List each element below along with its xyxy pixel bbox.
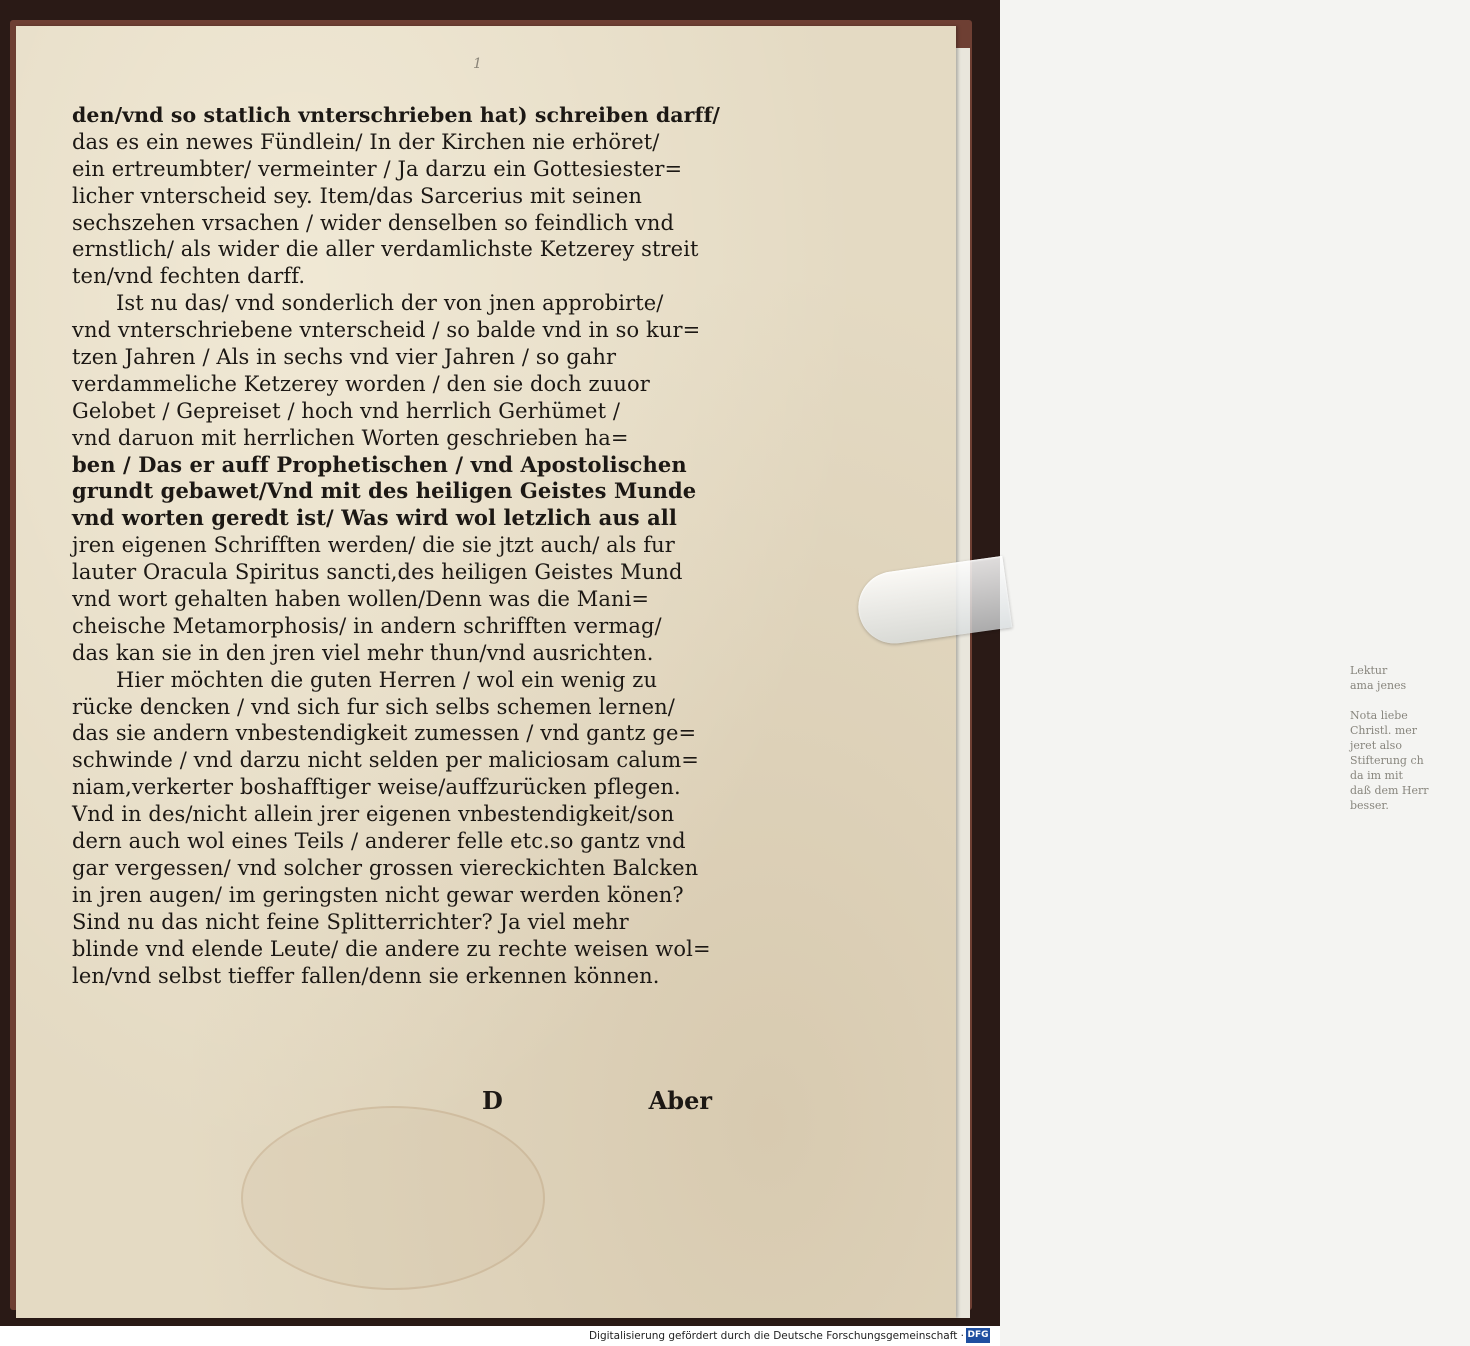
text-line: ein ertreumbter/ vermeinter / Ja darzu ein Gottesiester= (72, 156, 683, 181)
dfg-logo: DFG (966, 1328, 990, 1343)
underleaf-line: besser. (1350, 799, 1389, 812)
text-line: dern auch wol eines Teils / anderer felle etc.so gantz vnd (72, 829, 686, 854)
dfg-credit: Digitalisierung gefördert durch die Deutsche Forschungsgemeinschaft · (588, 1330, 964, 1342)
text-line: gar vergessen/ vnd solcher grossen viereckichten Balcken (72, 855, 699, 880)
text-line: vnd wort gehalten haben wollen/Denn was die Mani= (72, 587, 650, 612)
underleaf-line: Nota liebe (1350, 709, 1408, 722)
text-line: ten/vnd fechten darff. (72, 264, 306, 289)
underleaf-line: ama jenes (1350, 679, 1407, 692)
text-line: das kan sie in den jren viel mehr thun/vnd ausrichten. (72, 640, 654, 665)
text-line: grundt gebawet/Vnd mit des heiligen Geistes Munde (72, 478, 697, 504)
underleaf-line: jeret also (1350, 739, 1402, 752)
text-line: tzen Jahren / Als in sechs vnd vier Jahren / so gahr (72, 345, 617, 370)
text-line: Gelobet / Gepreiset / hoch vnd herrlich Gerhümet / (72, 398, 621, 423)
text-line: verdammeliche Ketzerey worden / den sie doch zuuor (72, 371, 650, 396)
text-line: ernstlich/ als wider die aller verdamlichste Ketzerey streit (72, 237, 699, 262)
book-page (16, 26, 956, 1318)
underleaf-line: daß dem Herr (1350, 784, 1429, 797)
page-footer (72, 1086, 712, 1122)
text-line: das sie andern vnbestendigkeit zumessen / vnd gantz ge= (72, 721, 697, 746)
water-stain (241, 1106, 545, 1290)
text-line: den/vnd so statlich vnterschrieben hat) schreiben darff/ (72, 103, 720, 127)
text-line: das es ein newes Fündlein/ In der Kirchen nie erhöret/ (72, 129, 660, 154)
underleaf-line: Christl. mer (1350, 724, 1418, 737)
text-line: schwinde / vnd darzu nicht selden per maliciosam calum= (72, 748, 699, 773)
text-line: len/vnd selbst tieffer fallen/denn sie erkennen können. (72, 963, 660, 988)
text-line: vnd vnterschriebene vnterscheid / so balde vnd in so kur= (72, 318, 701, 343)
text-line: Ist nu das/ vnd sonderlich der von jnen approbirte/ (116, 291, 664, 316)
text-line: in jren augen/ im geringsten nicht gewar werden könen? (72, 882, 684, 907)
catchword: Aber (648, 1086, 712, 1115)
text-line: rücke dencken / vnd sich fur sich selbs schemen lernen/ (72, 694, 675, 719)
underleaf-line: Stifterung ch (1350, 754, 1424, 767)
underleaf-line: da im mit (1350, 769, 1403, 782)
text-line: blinde vnd elende Leute/ die andere zu rechte weisen wol= (72, 936, 711, 961)
pencil-mark: 1 (473, 56, 482, 72)
text-line: niam,verkerter boshafftiger weise/auffzurücken pflegen. (72, 775, 681, 800)
text-line: sechszehen vrsachen / wider denselben so feindlich vnd (72, 210, 675, 235)
text-line: Sind nu das nicht feine Splitterrichter? Ja viel mehr (72, 909, 629, 934)
text-line: ben / Das er auff Prophetischen / vnd Apostolischen (72, 451, 687, 477)
text-line: Vnd in des/nicht allein jrer eigenen vnbestendigkeit/son (72, 802, 675, 827)
underleaf-line (1350, 693, 1470, 708)
text-line: jren eigenen Schrifften werden/ die sie jtzt auch/ als fur (72, 533, 675, 558)
text-line: lauter Oracula Spiritus sancti,des heiligen Geistes Mund (72, 560, 683, 585)
text-line: vnd worten geredt ist/ Was wird wol letzlich aus all (72, 505, 677, 531)
underleaf-line: Lektur (1350, 664, 1388, 677)
text-line: cheische Metamorphosis/ in andern schrifften vermag/ (72, 613, 662, 638)
signature-mark: D (482, 1086, 503, 1115)
text-line: Hier möchten die guten Herren / wol ein wenig zu (116, 667, 658, 692)
body-text (72, 102, 732, 989)
text-line: licher vnterscheid sey. Item/das Sarcerius mit seinen (72, 183, 642, 208)
text-line: vnd daruon mit herrlichen Worten geschrieben ha= (72, 425, 629, 450)
book-board (10, 20, 1429, 1310)
underlying-leaf-text (1350, 663, 1470, 813)
